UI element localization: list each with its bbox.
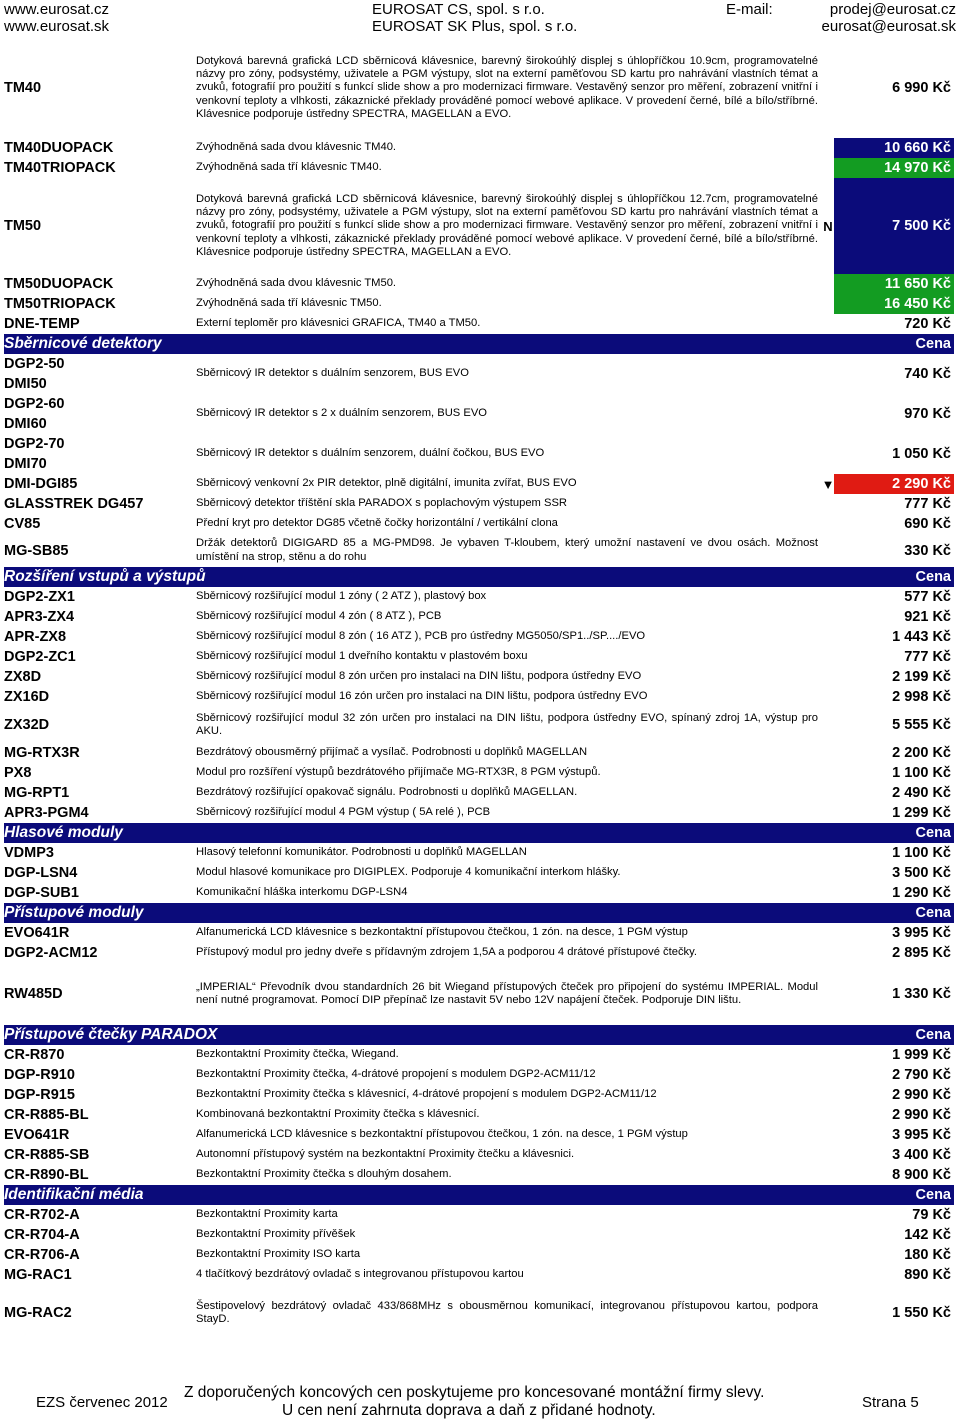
product-code: TM50	[4, 218, 42, 234]
product-code-secondary: DMI60	[4, 416, 47, 432]
section-title: Identifikační média	[4, 1186, 144, 1203]
product-price: 3 500 Kč	[892, 865, 951, 881]
product-code: MG-SB85	[4, 542, 69, 559]
price-column-header: Cena	[915, 825, 951, 841]
table-row	[4, 1105, 954, 1125]
table-row	[4, 1045, 954, 1065]
section-title: Rozšíření vstupů a výstupů	[4, 568, 206, 585]
section-header	[4, 1185, 954, 1205]
table-row	[4, 607, 954, 627]
product-price: 3 995 Kč	[892, 925, 951, 941]
product-description	[196, 514, 818, 534]
table-row	[4, 394, 954, 434]
product-description	[196, 534, 818, 567]
product-description	[196, 474, 818, 494]
product-price: 330 Kč	[904, 542, 951, 559]
product-price: 777 Kč	[904, 496, 951, 512]
product-description-text: Bezkontaktní Proximity ISO karta	[196, 1248, 361, 1261]
table-row	[4, 667, 954, 687]
section-header	[4, 334, 954, 354]
table-row	[4, 863, 954, 883]
product-description	[196, 943, 818, 963]
price-column-header: Cena	[915, 1027, 951, 1043]
product-description	[196, 707, 818, 743]
product-description	[196, 294, 818, 314]
product-code: ZX32D	[4, 717, 50, 733]
product-code: EVO641R	[4, 1127, 70, 1143]
product-description-text: Bezkontaktní Proximity karta	[196, 1208, 338, 1221]
product-price: 1 299 Kč	[892, 805, 951, 821]
product-code: TM40TRIOPACK	[4, 160, 116, 176]
product-description	[196, 647, 818, 667]
product-code: MG-RAC2	[4, 1305, 72, 1321]
table-row	[4, 1225, 954, 1245]
table-row	[4, 1205, 954, 1225]
product-description-text: Sběrnicový rozšiřující modul 4 zón ( 8 ATZ ), PCB	[196, 610, 442, 623]
table-row	[4, 434, 954, 474]
table-row	[4, 687, 954, 707]
section-title: Sběrnicové detektory	[4, 335, 162, 352]
product-description-text: Komunikační hláška interkomu DGP-LSN4	[196, 886, 408, 899]
product-code	[4, 354, 190, 394]
product-description-text: Zvýhodněná sada tří klávesnic TM40.	[196, 161, 382, 174]
product-price: 1 290 Kč	[892, 885, 951, 901]
product-price: 8 900 Kč	[892, 1167, 951, 1183]
product-description-text: Bezkontaktní Proximity čtečka s klávesnicí, 4-drátové propojení s modulem DGP2-ACM11/12	[196, 1088, 657, 1101]
table-row	[4, 494, 954, 514]
table-row	[4, 474, 954, 494]
product-code: TM40	[4, 80, 42, 96]
product-description-text: Sběrnicový rozšiřující modul 8 zón ( 16 ATZ ), PCB pro ústředny MG5050/SP1../SP..../EVO	[196, 630, 646, 643]
product-description-text: Dotyková barevná grafická LCD sběrnicová klávesnice, barevný širokoúhlý displej s úhlopříčkou 12.7cm, programovatelné názvy pro zóny, podsystémy, uživatele a PGM výstupy, slot na externí paměťovou SD kartu pro nahrávání vlastních témat a zvuků, fotografií pro použití s funkcí slide show a pro modernizaci firmware. Vestavěný senzor pro měření, zobrazení vnitřní i venkovní teploty a vlhkosti, zákaznické překlady prováděné pomocí webové aplikace. V provedení černé, bílé a bílo/stříbrné. Klávesnice podporuje ústředny SPECTRA, MAGELLAN a EVO.	[196, 192, 818, 258]
product-code: VDMP3	[4, 845, 54, 861]
product-price: 890 Kč	[904, 1267, 951, 1283]
table-row	[4, 803, 954, 823]
product-code-primary: DGP2-60	[4, 396, 65, 412]
product-description	[196, 1285, 818, 1341]
product-description	[196, 1045, 818, 1065]
product-description-text: Alfanumerická LCD klávesnice s bezkontaktní přístupovou čtečkou, 1 zón. na desce, 1 PGM výstup	[196, 1128, 688, 1141]
product-description	[196, 158, 818, 178]
product-price: 11 650 Kč	[834, 274, 954, 294]
product-code-secondary: DMI70	[4, 456, 47, 472]
product-code: CR-R706-A	[4, 1247, 80, 1263]
section-title: Přístupové čtečky PARADOX	[4, 1026, 218, 1043]
product-code	[4, 394, 190, 434]
table-row	[4, 963, 954, 1025]
table-row	[4, 158, 954, 178]
product-description-text: Sběrnicový IR detektor s duálním senzorem, BUS EVO	[196, 367, 469, 380]
product-price: 921 Kč	[904, 609, 951, 625]
product-code-primary: DGP2-50	[4, 356, 65, 372]
product-code: DGP-SUB1	[4, 885, 79, 901]
product-description	[196, 1065, 818, 1085]
product-description	[196, 843, 818, 863]
product-price: 1 050 Kč	[892, 446, 951, 462]
product-code: CR-R890-BL	[4, 1167, 89, 1183]
product-description-text: „IMPERIAL“ Převodník dvou standardních 26 bit Wiegand přístupových čteček pro připojení do systému IMPERIAL. Modul není nutné programovat. Pomocí DIP přepínač lze nastavit 5V nebo 12V napájení čteček. Podporuje DIN lištu.	[196, 980, 818, 1006]
product-description-text: Zvýhodněná sada tří klávesnic TM50.	[196, 297, 382, 310]
product-code: APR3-PGM4	[4, 805, 89, 821]
product-description	[196, 1085, 818, 1105]
product-description-text: Alfanumerická LCD klávesnice s bezkontaktní přístupovou čtečkou, 1 zón. na desce, 1 PGM výstup	[196, 926, 688, 939]
product-code: MG-RPT1	[4, 785, 70, 801]
product-price: 1 330 Kč	[892, 986, 951, 1002]
product-description	[196, 1125, 818, 1145]
product-description	[196, 1225, 818, 1245]
product-price: 2 990 Kč	[892, 1107, 951, 1123]
product-code-primary: DGP2-70	[4, 436, 65, 452]
product-code-secondary: DMI50	[4, 376, 47, 392]
section-title: Přístupové moduly	[4, 904, 144, 921]
product-price: 720 Kč	[904, 316, 951, 332]
product-description-text: Bezkontaktní Proximity čtečka s dlouhým dosahem.	[196, 1168, 452, 1181]
product-price: 2 199 Kč	[892, 669, 951, 685]
table-row	[4, 1145, 954, 1165]
table-row	[4, 883, 954, 903]
company-cz: EUROSAT CS, spol. s r.o.	[372, 1, 545, 18]
product-description	[196, 1205, 818, 1225]
table-row	[4, 707, 954, 743]
product-price: 2 290 Kč	[834, 474, 954, 494]
product-description	[196, 1165, 818, 1185]
product-description-text: Hlasový telefonní komunikátor. Podrobnosti u doplňků MAGELLAN	[196, 846, 527, 859]
product-price: 2 790 Kč	[892, 1067, 951, 1083]
product-code: DMI-DGI85	[4, 476, 78, 492]
table-row	[4, 1065, 954, 1085]
product-description	[196, 923, 818, 943]
product-code: PX8	[4, 765, 32, 781]
product-code: DNE-TEMP	[4, 316, 80, 332]
product-code: DGP2-ZC1	[4, 649, 76, 665]
website-cz[interactable]: www.eurosat.cz	[4, 1, 110, 18]
table-row	[4, 178, 954, 274]
table-row	[4, 783, 954, 803]
table-row	[4, 1085, 954, 1105]
product-description	[196, 1245, 818, 1265]
price-down-icon: ▼	[821, 476, 835, 492]
product-description	[196, 1265, 818, 1285]
table-row	[4, 38, 954, 138]
product-description	[196, 138, 818, 158]
product-description	[196, 863, 818, 883]
section-header	[4, 903, 954, 923]
product-code: ZX16D	[4, 689, 50, 705]
price-column-header: Cena	[915, 1187, 951, 1203]
product-price: 180 Kč	[904, 1247, 951, 1263]
product-price: 2 998 Kč	[892, 689, 951, 705]
product-description-text: Sběrnicový rozšiřující modul 16 zón určen pro instalaci na DIN lištu, podpora ústředny EVO	[196, 690, 648, 703]
table-row	[4, 943, 954, 963]
product-description-text: Přední kryt pro detektor DG85 včetně čočky horizontální / vertikální clona	[196, 517, 558, 530]
section-header	[4, 567, 954, 587]
product-description	[196, 763, 818, 783]
product-description-text: Sběrnicový IR detektor s 2 x duálním senzorem, BUS EVO	[196, 407, 487, 420]
product-code: CV85	[4, 516, 41, 532]
price-column-header: Cena	[915, 336, 951, 352]
product-description-text: Zvýhodněná sada dvou klávesnic TM50.	[196, 277, 397, 290]
product-code: CR-R702-A	[4, 1207, 80, 1223]
product-description	[196, 1105, 818, 1125]
product-description	[196, 783, 818, 803]
product-description	[196, 743, 818, 763]
product-description	[196, 883, 818, 903]
footer-page-number: Strana 5	[862, 1394, 919, 1411]
product-price: 14 970 Kč	[834, 158, 954, 178]
product-description-text: 4 tlačítkový bezdrátový ovladač s integrovanou přístupovou kartou	[196, 1268, 524, 1281]
product-code: MG-RAC1	[4, 1267, 72, 1283]
product-price: 740 Kč	[904, 366, 951, 382]
product-price: 16 450 Kč	[834, 294, 954, 314]
product-price: 2 490 Kč	[892, 785, 951, 801]
product-description-text: Modul hlasové komunikace pro DIGIPLEX. Podporuje 4 komunikační interkom hlášky.	[196, 866, 621, 879]
product-description	[196, 38, 818, 138]
email-cz[interactable]: prodej@eurosat.cz	[829, 1, 956, 18]
footer-date: EZS červenec 2012	[36, 1394, 168, 1411]
product-code: CR-R870	[4, 1047, 65, 1063]
product-description-text: Sběrnicový rozšiřující modul 32 zón určen pro instalaci na DIN lištu, podpora ústředny EVO, spínaný zdroj 1A, výstup pro AKU.	[196, 711, 818, 737]
product-price: 777 Kč	[904, 649, 951, 665]
section-header	[4, 823, 954, 843]
product-price: 5 555 Kč	[892, 717, 951, 733]
product-description-text: Kombinovaná bezkontaktní Proximity čtečka s klávesnicí.	[196, 1108, 480, 1121]
product-description-text: Autonomní přístupový systém na bezkontaktní Proximity čtečku a klávesnici.	[196, 1148, 575, 1161]
product-description	[196, 687, 818, 707]
product-price: 1 100 Kč	[892, 845, 951, 861]
product-description	[196, 963, 818, 1025]
product-code: TM40DUOPACK	[4, 140, 114, 156]
product-code: APR3-ZX4	[4, 609, 75, 625]
product-price: 6 990 Kč	[892, 80, 951, 96]
product-code: CR-R704-A	[4, 1227, 80, 1243]
product-code: TM50DUOPACK	[4, 276, 114, 292]
product-price: 3 995 Kč	[892, 1127, 951, 1143]
product-price: 2 990 Kč	[892, 1087, 951, 1103]
table-row	[4, 627, 954, 647]
product-description-text: Šestipovelový bezdrátový ovladač 433/868MHz s obousměrnou komunikací, integrovanou přístupovou kartou, podpora StayD.	[196, 1299, 818, 1325]
company-sk: EUROSAT SK Plus, spol. s r.o.	[372, 18, 578, 35]
product-code: DGP2-ZX1	[4, 589, 75, 605]
product-code: MG-RTX3R	[4, 745, 80, 761]
product-code: GLASSTREK DG457	[4, 496, 144, 512]
table-row	[4, 923, 954, 943]
product-description	[196, 394, 818, 434]
footer-note-vat: U cen není zahrnuta doprava a daň z přidané hodnoty.	[282, 1402, 656, 1419]
product-description-text: Zvýhodněná sada dvou klávesnic TM40.	[196, 141, 397, 154]
product-price: 79 Kč	[912, 1207, 951, 1223]
product-description-text: Sběrnicový rozšiřující modul 4 PGM výstup ( 5A relé ), PCB	[196, 806, 491, 819]
product-code	[4, 434, 190, 474]
product-description-text: Bezkontaktní Proximity čtečka, Wiegand.	[196, 1048, 399, 1061]
product-code: DGP-R910	[4, 1067, 75, 1083]
section-header	[4, 1025, 954, 1045]
page-header	[0, 0, 960, 36]
product-description	[196, 494, 818, 514]
page-footer	[0, 1383, 960, 1419]
table-row	[4, 514, 954, 534]
table-row	[4, 763, 954, 783]
table-row	[4, 1265, 954, 1285]
table-row	[4, 138, 954, 158]
product-description-text: Bezkontaktní Proximity přívěšek	[196, 1228, 356, 1241]
product-description-text: Přístupový modul pro jedny dveře s přídavným zdrojem 1,5A a podporou 4 drátové přístupové čtečky.	[196, 946, 698, 959]
table-row	[4, 1245, 954, 1265]
product-description	[196, 314, 818, 334]
table-row	[4, 1125, 954, 1145]
table-row	[4, 1285, 954, 1341]
product-code: CR-R885-BL	[4, 1107, 89, 1123]
product-description-text: Bezdrátový obousměrný přijímač a vysílač. Podrobnosti u doplňků MAGELLAN	[196, 746, 588, 759]
product-price: 577 Kč	[904, 589, 951, 605]
product-description-text: Bezdrátový rozšiřující opakovač signálu. Podrobnosti u doplňků MAGELLAN.	[196, 786, 578, 799]
email-sk[interactable]: eurosat@eurosat.sk	[821, 18, 956, 35]
product-price: 3 400 Kč	[892, 1147, 951, 1163]
product-code: ZX8D	[4, 669, 42, 685]
product-description-text: Sběrnicový rozšiřující modul 8 zón určen pro instalaci na DIN lištu, podpora ústředny EVO	[196, 670, 642, 683]
footer-note-discount: Z doporučených koncových cen poskytujeme pro koncesované montážní firmy slevy.	[184, 1384, 765, 1401]
product-code: DGP-LSN4	[4, 865, 78, 881]
product-description	[196, 1145, 818, 1165]
product-price: 7 500 Kč	[834, 178, 954, 274]
product-description	[196, 803, 818, 823]
product-price: 142 Kč	[904, 1227, 951, 1243]
website-sk[interactable]: www.eurosat.sk	[4, 18, 110, 35]
product-code: APR-ZX8	[4, 629, 67, 645]
product-price: 2 200 Kč	[892, 745, 951, 761]
table-row	[4, 294, 954, 314]
product-price: 10 660 Kč	[834, 138, 954, 158]
new-product-marker: N	[823, 218, 833, 234]
table-row	[4, 647, 954, 667]
price-column-header: Cena	[915, 905, 951, 921]
product-description	[196, 434, 818, 474]
price-column-header: Cena	[915, 569, 951, 585]
product-description-text: Sběrnicový IR detektor s duálním senzorem, duální čočkou, BUS EVO	[196, 447, 545, 460]
product-description-text: Sběrnicový rozšiřující modul 1 zóny ( 2 ATZ ), plastový box	[196, 590, 487, 603]
product-price: 1 999 Kč	[892, 1047, 951, 1063]
table-row	[4, 1165, 954, 1185]
product-description-text: Sběrnicový detektor tříštění skla PARADOX s poplachovým výstupem SSR	[196, 497, 567, 510]
product-code: EVO641R	[4, 925, 70, 941]
table-row	[4, 534, 954, 567]
product-code: CR-R885-SB	[4, 1147, 90, 1163]
product-price: 970 Kč	[904, 406, 951, 422]
product-description-text: Sběrnicový venkovní 2x PIR detektor, plně digitální, imunita zvířat, BUS EVO	[196, 477, 577, 490]
table-row	[4, 274, 954, 294]
product-description	[196, 627, 818, 647]
product-code: TM50TRIOPACK	[4, 296, 116, 312]
product-description-text: Bezkontaktní Proximity čtečka, 4-drátové propojení s modulem DGP2-ACM11/12	[196, 1068, 596, 1081]
table-row	[4, 843, 954, 863]
product-price: 1 100 Kč	[892, 765, 951, 781]
product-price: 2 895 Kč	[892, 945, 951, 961]
product-description-text: Držák detektorů DIGIGARD 85 a MG-PMD98. Je vybaven T-kloubem, který umožní nastavení ve dvou osách. Možnost umístění na strop, stěnu a do rohu	[196, 537, 818, 563]
product-code: DGP2-ACM12	[4, 945, 98, 961]
product-description-text: Externí teploměr pro klávesnici GRAFICA, TM40 a TM50.	[196, 317, 481, 330]
product-code: RW485D	[4, 986, 63, 1002]
table-row	[4, 354, 954, 394]
table-row	[4, 743, 954, 763]
table-row	[4, 314, 954, 334]
product-description	[196, 274, 818, 294]
table-row	[4, 587, 954, 607]
product-price: 690 Kč	[904, 516, 951, 532]
product-description	[196, 587, 818, 607]
product-description	[196, 354, 818, 394]
product-description	[196, 607, 818, 627]
product-description-text: Sběrnicový rozšiřující modul 1 dveřního kontaktu v plastovém boxu	[196, 650, 528, 663]
product-description-text: Dotyková barevná grafická LCD sběrnicová klávesnice, barevný širokoúhlý displej s úhlopříčkou 10.9cm, programovatelné názvy pro zóny, podsystémy, uživatele a PGM výstupy, slot na externí paměťovou SD kartu pro nahrávání vlastních témat a zvuků, fotografií pro použití s funkcí slide show a pro modernizaci firmware. Vestavěný senzor pro měření, zobrazení vnitřní i venkovní teploty a vlhkosti, zákaznické překlady prováděné pomocí webové aplikace. V provedení černé, bílé a bílo/stříbrné. Klávesnice podporuje ústředny SPECTRA, MAGELLAN a EVO.	[196, 54, 818, 120]
product-price: 1 443 Kč	[892, 629, 951, 645]
section-title: Hlasové moduly	[4, 824, 123, 841]
product-price: 1 550 Kč	[892, 1305, 951, 1321]
email-label: E-mail:	[726, 1, 773, 18]
product-description-text: Modul pro rozšíření výstupů bezdrátového přijímače MG-RTX3R, 8 PGM výstupů.	[196, 766, 601, 779]
product-description	[196, 667, 818, 687]
product-code: DGP-R915	[4, 1087, 75, 1103]
product-description	[196, 178, 818, 274]
